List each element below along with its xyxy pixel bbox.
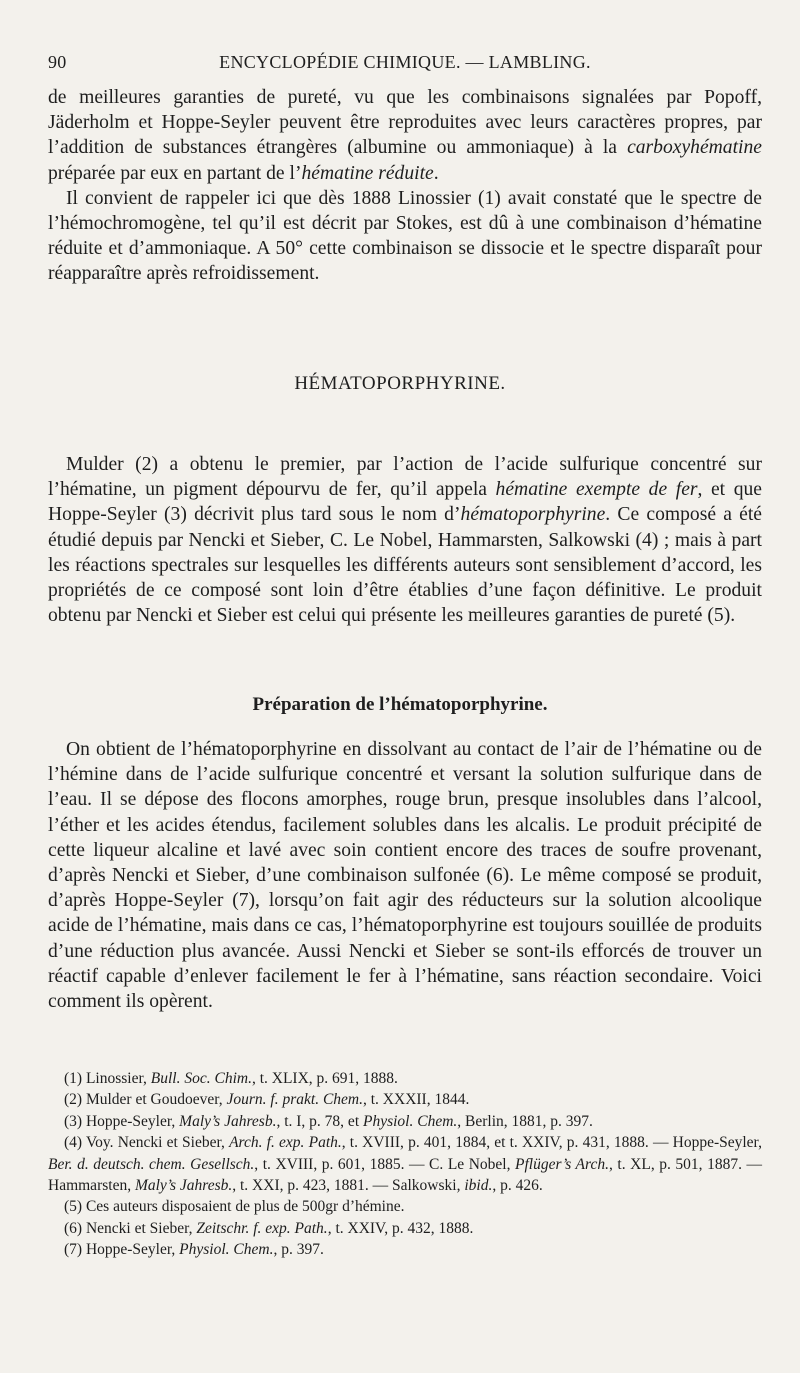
italic-citation: Physiol. Chem. (363, 1112, 458, 1130)
text-run: , t. I, p. 78, et (276, 1112, 363, 1130)
footnote-1 (48, 1068, 762, 1089)
footnote-5: (5) Ces auteurs disposaient de plus de 500gr d’hémine. (64, 1198, 405, 1216)
page-header (48, 52, 762, 78)
text-run: , t. XXIV, p. 432, 1888. (327, 1219, 474, 1237)
text-run: , t. XXI, p. 423, 1881. — Salkowski, (232, 1177, 465, 1195)
text-run: Mulder (2) a obtenu le premier, par l’action de l’acide sulfurique concentré sur l’hématine, un pigment dépourvu de fer, qu’il appela (48, 454, 762, 501)
text-run: (1) Linossier, (64, 1070, 151, 1087)
subsection-heading: Préparation de l’hématoporphyrine. (252, 694, 548, 715)
section-heading: HÉMATOPORPHYRINE. (294, 373, 506, 394)
italic-citation: Physiol. Chem. (179, 1241, 274, 1259)
paragraph-preparation: On obtient de l’hématoporphyrine en dissolvant au contact de l’air de l’hématine ou de l’hémine dans de l’acide sulfurique concentré et versant la solution sulfurique dans de l’eau. Il se dépose des flocons amorphes, rouge brun, presque insolubles dans l’alcool, l’éther et les acides étendus, facilement solubles dans les alcalis. Le produit précipité de cette liqueur alcaline et lavé avec soin contient encore des traces de soufre provenant, d’après Nencki et Sieber, d’une combinaison sulfonée (6). Le même composé se produit, d’après Hoppe-Seyler (7), lorsqu’on fait agir des réducteurs sur la solution alcoolique acide de l’hématine, mais dans ce cas, l’hématoporphyrine est toujours souillée de produits d’une réduction plus avancée. Aussi Nencki et Sieber se sont-ils efforcés de trouver un réactif capable d’enlever facilement le fer à l’hématine, sans réaction secondaire. Voici comment ils opèrent. (48, 739, 762, 1013)
text-run: , t. XVIII, p. 401, 1884, et t. XXIV, p. 431, 1888. — Hoppe-Seyler, (341, 1134, 762, 1152)
text-run: de meilleures garanties de pureté, vu que les combinaisons signalées par Popoff, Jäderholm et Hoppe-Seyler peuvent être reproduites avec leurs caractères propres, par l’addition de substances étrangères (albumine ou ammoniaque) à la (48, 87, 762, 159)
italic-citation: Journ. f. prakt. Chem. (226, 1091, 363, 1109)
paragraph-linossier: Il convient de rappeler ici que dès 1888 Linossier (1) avait constaté que le spectre de l’hémochromogène, tel qu’il est décrit par Stokes, est dû à une combinaison d’hématine réduite et d’ammoniaque. A 50° cette combinaison se dissocie et le spectre disparaît pour réapparaître après refroidissement. (48, 187, 762, 285)
text-run: (6) Nencki et Sieber, (64, 1219, 197, 1237)
italic-term: carboxyhématine (627, 137, 762, 159)
italic-citation: Pflüger’s Arch. (515, 1155, 609, 1173)
text-run: , t. XLIX, p. 691, 1888. (251, 1070, 398, 1087)
text-run: , Berlin, 1881, p. 397. (457, 1112, 593, 1130)
text-run: . (433, 162, 439, 184)
footnote-6 (48, 1218, 762, 1239)
italic-citation: Bull. Soc. Chim. (150, 1070, 252, 1087)
intro-section (48, 85, 762, 287)
text-run: (2) Mulder et Goudoever, (64, 1091, 227, 1109)
italic-citation: Ber. d. deutsch. chem. Gesellsch. (48, 1155, 255, 1173)
text-run: , et que Hoppe-Seyler (3) décrivit plus tard sous le nom d’ (48, 479, 762, 526)
text-run: (4) Voy. Nencki et Sieber, (64, 1134, 230, 1152)
text-run: . Ce composé a été étudié depuis par Nencki et Sieber, C. Le Nobel, Hammarsten, Salkowski (4) ; mais à part les réactions spectrales sur lesquelles les différents auteurs sont sensiblement d’accord, les propriétés de ce composé sont loin d’être établies d’une façon définitive. Le produit obtenu par Nencki et Sieber est celui qui présente les meilleures garanties de pureté (5). (48, 504, 762, 627)
hematoporphyrine-section (48, 452, 762, 628)
italic-citation: Maly’s Jahresb. (179, 1112, 277, 1130)
text-run: , p. 426. (492, 1177, 543, 1195)
running-head: ENCYCLOPÉDIE CHIMIQUE. — LAMBLING. (219, 52, 591, 72)
footnote-3 (48, 1111, 762, 1132)
text-run: (7) Hoppe-Seyler, (64, 1241, 180, 1259)
text-run: , p. 397. (273, 1241, 324, 1259)
text-run: , t. XL, p. 501, 1887. — Hammarsten, (48, 1155, 763, 1195)
italic-citation: Arch. f. exp. Path. (229, 1134, 342, 1152)
text-run: , t. XVIII, p. 601, 1885. — C. Le Nobel, (254, 1155, 516, 1173)
footnotes (48, 1068, 762, 1261)
paragraph-mulder (48, 452, 762, 628)
text-run: (3) Hoppe-Seyler, (64, 1112, 180, 1130)
italic-term: hématine réduite (301, 162, 434, 184)
italic-citation: Zeitschr. f. exp. Path. (196, 1219, 328, 1237)
footnote-4 (48, 1132, 762, 1196)
italic-term: hématine exempte de fer (495, 479, 698, 501)
italic-citation: ibid. (464, 1177, 493, 1195)
footnote-7 (48, 1239, 762, 1260)
footnote-2 (48, 1089, 762, 1110)
italic-term: hématoporphyrine (460, 504, 606, 526)
text-run: , t. XXXII, 1844. (363, 1091, 470, 1109)
italic-citation: Maly’s Jahresb. (134, 1177, 233, 1195)
paragraph-continued (48, 85, 762, 186)
text-run: préparée par eux en partant de l’ (48, 162, 302, 184)
page-number: 90 (48, 52, 67, 72)
preparation-section (48, 737, 762, 1014)
